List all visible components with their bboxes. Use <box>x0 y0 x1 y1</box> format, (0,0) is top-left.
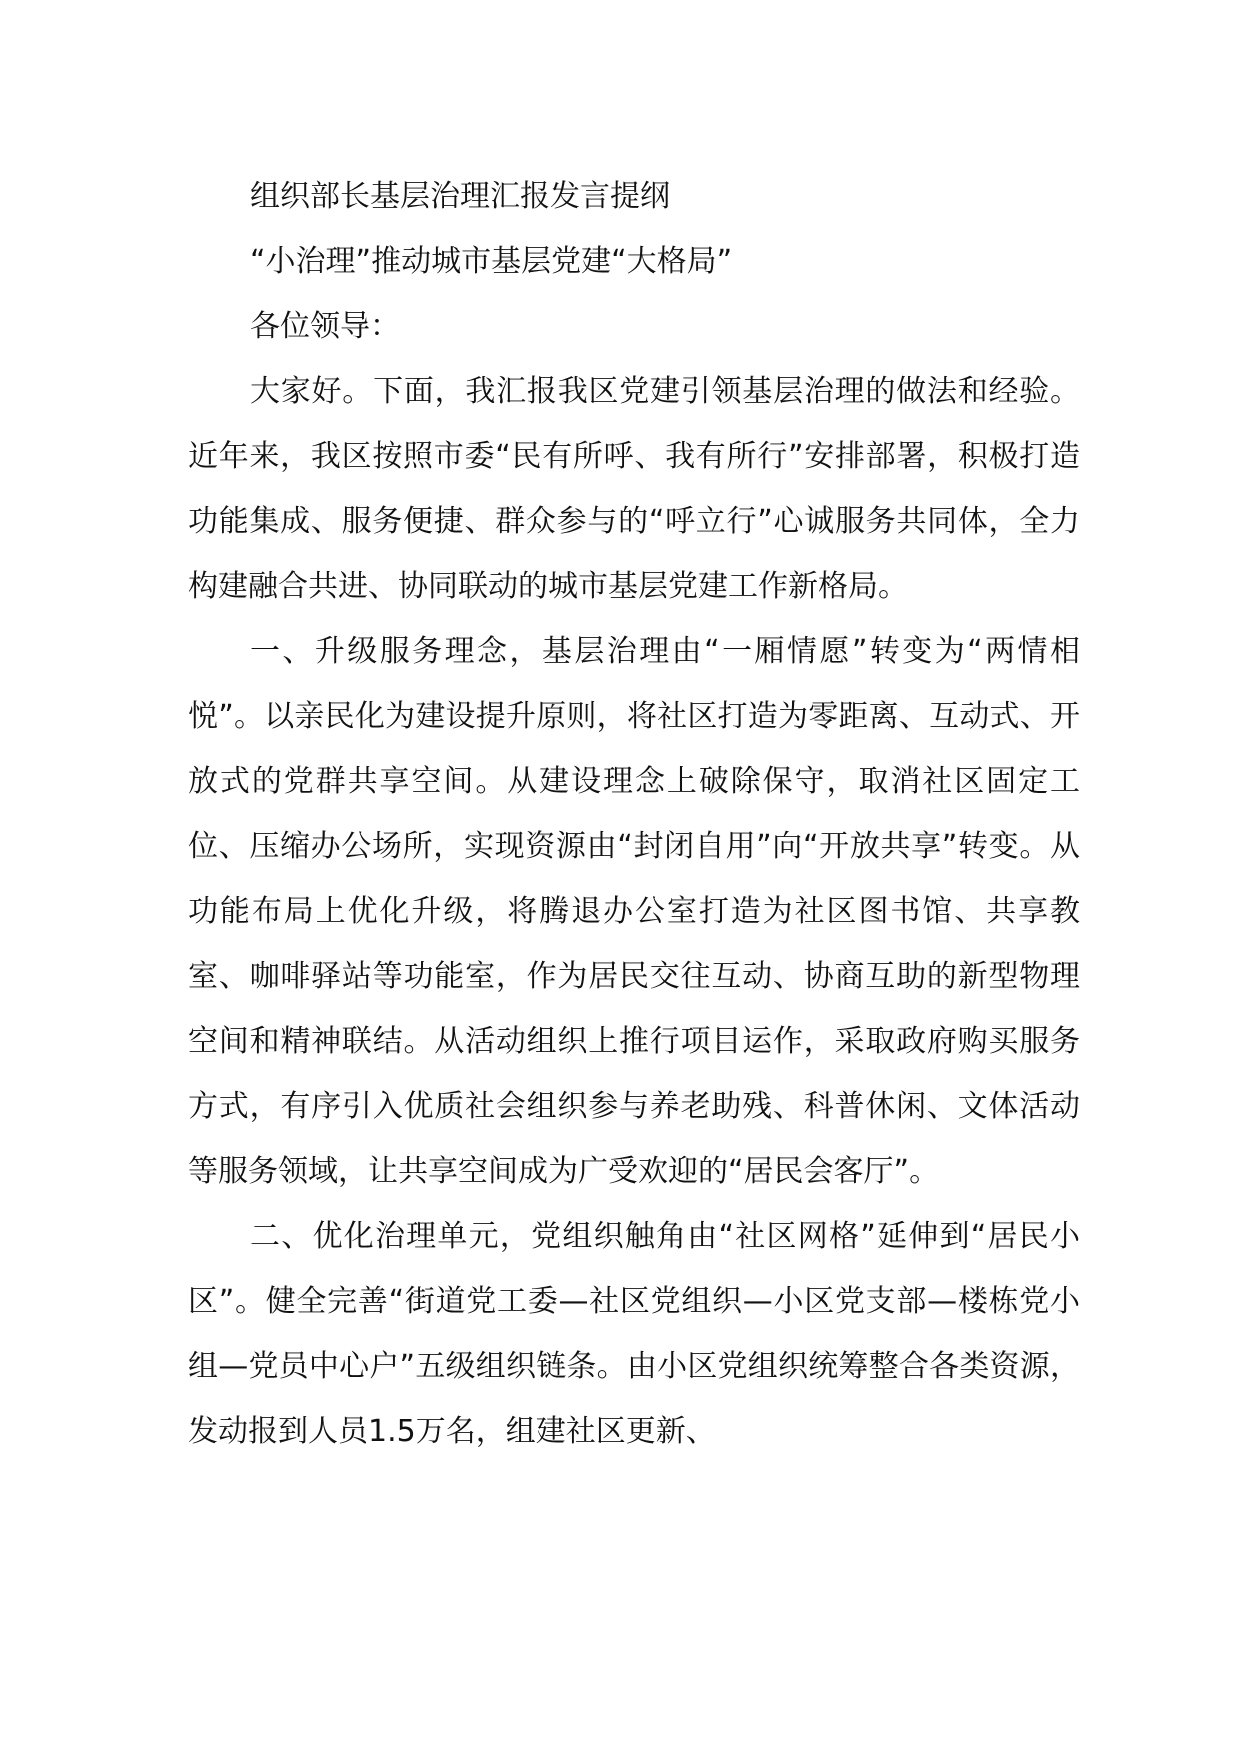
paragraph-section-one: 一、升级服务理念，基层治理由“一厢情愿”转变为“两情相悦”。以亲民化为建设提升原则，将社区打造为零距离、互动式、开放式的党群共享空间。从建设理念上破除保守，取消社区固定工位、压缩办公场所，实现资源由“封闭自用”向“开放共享”转变。从功能布局上优化升级，将腾退办公室打造为社区图书馆、共享教室、咖啡驿站等功能室，作为居民交往互动、协商互助的新型物理空间和精神联结。从活动组织上推行项目运作，采取政府购买服务方式，有序引入优质社会组织参与养老助残、科普休闲、文体活动等服务领域，让共享空间成为广受欢迎的“居民会客厅”。 <box>188 634 1080 1189</box>
salutation: 各位领导： <box>250 309 400 344</box>
document-subtitle: “小治理”推动城市基层党建“大格局” <box>250 244 733 279</box>
paragraph-section-two: 二、优化治理单元，党组织触角由“社区网格”延伸到“居民小区”。健全完善“街道党工委—社区党组织—小区党支部—楼栋党小组—党员中心户”五级组织链条。由小区党组织统筹整合各类资源，发动报到人员1.5万名，组建社区更新、 <box>188 1219 1080 1449</box>
document-body <box>188 164 1080 1464</box>
paragraph-intro: 大家好。下面，我汇报我区党建引领基层治理的做法和经验。近年来，我区按照市委“民有所呼、我有所行”安排部署，积极打造功能集成、服务便捷、群众参与的“呼立行”心诚服务共同体，全力构建融合共进、协同联动的城市基层党建工作新格局。 <box>188 374 1080 604</box>
document-title: 组织部长基层治理汇报发言提纲 <box>250 179 670 214</box>
